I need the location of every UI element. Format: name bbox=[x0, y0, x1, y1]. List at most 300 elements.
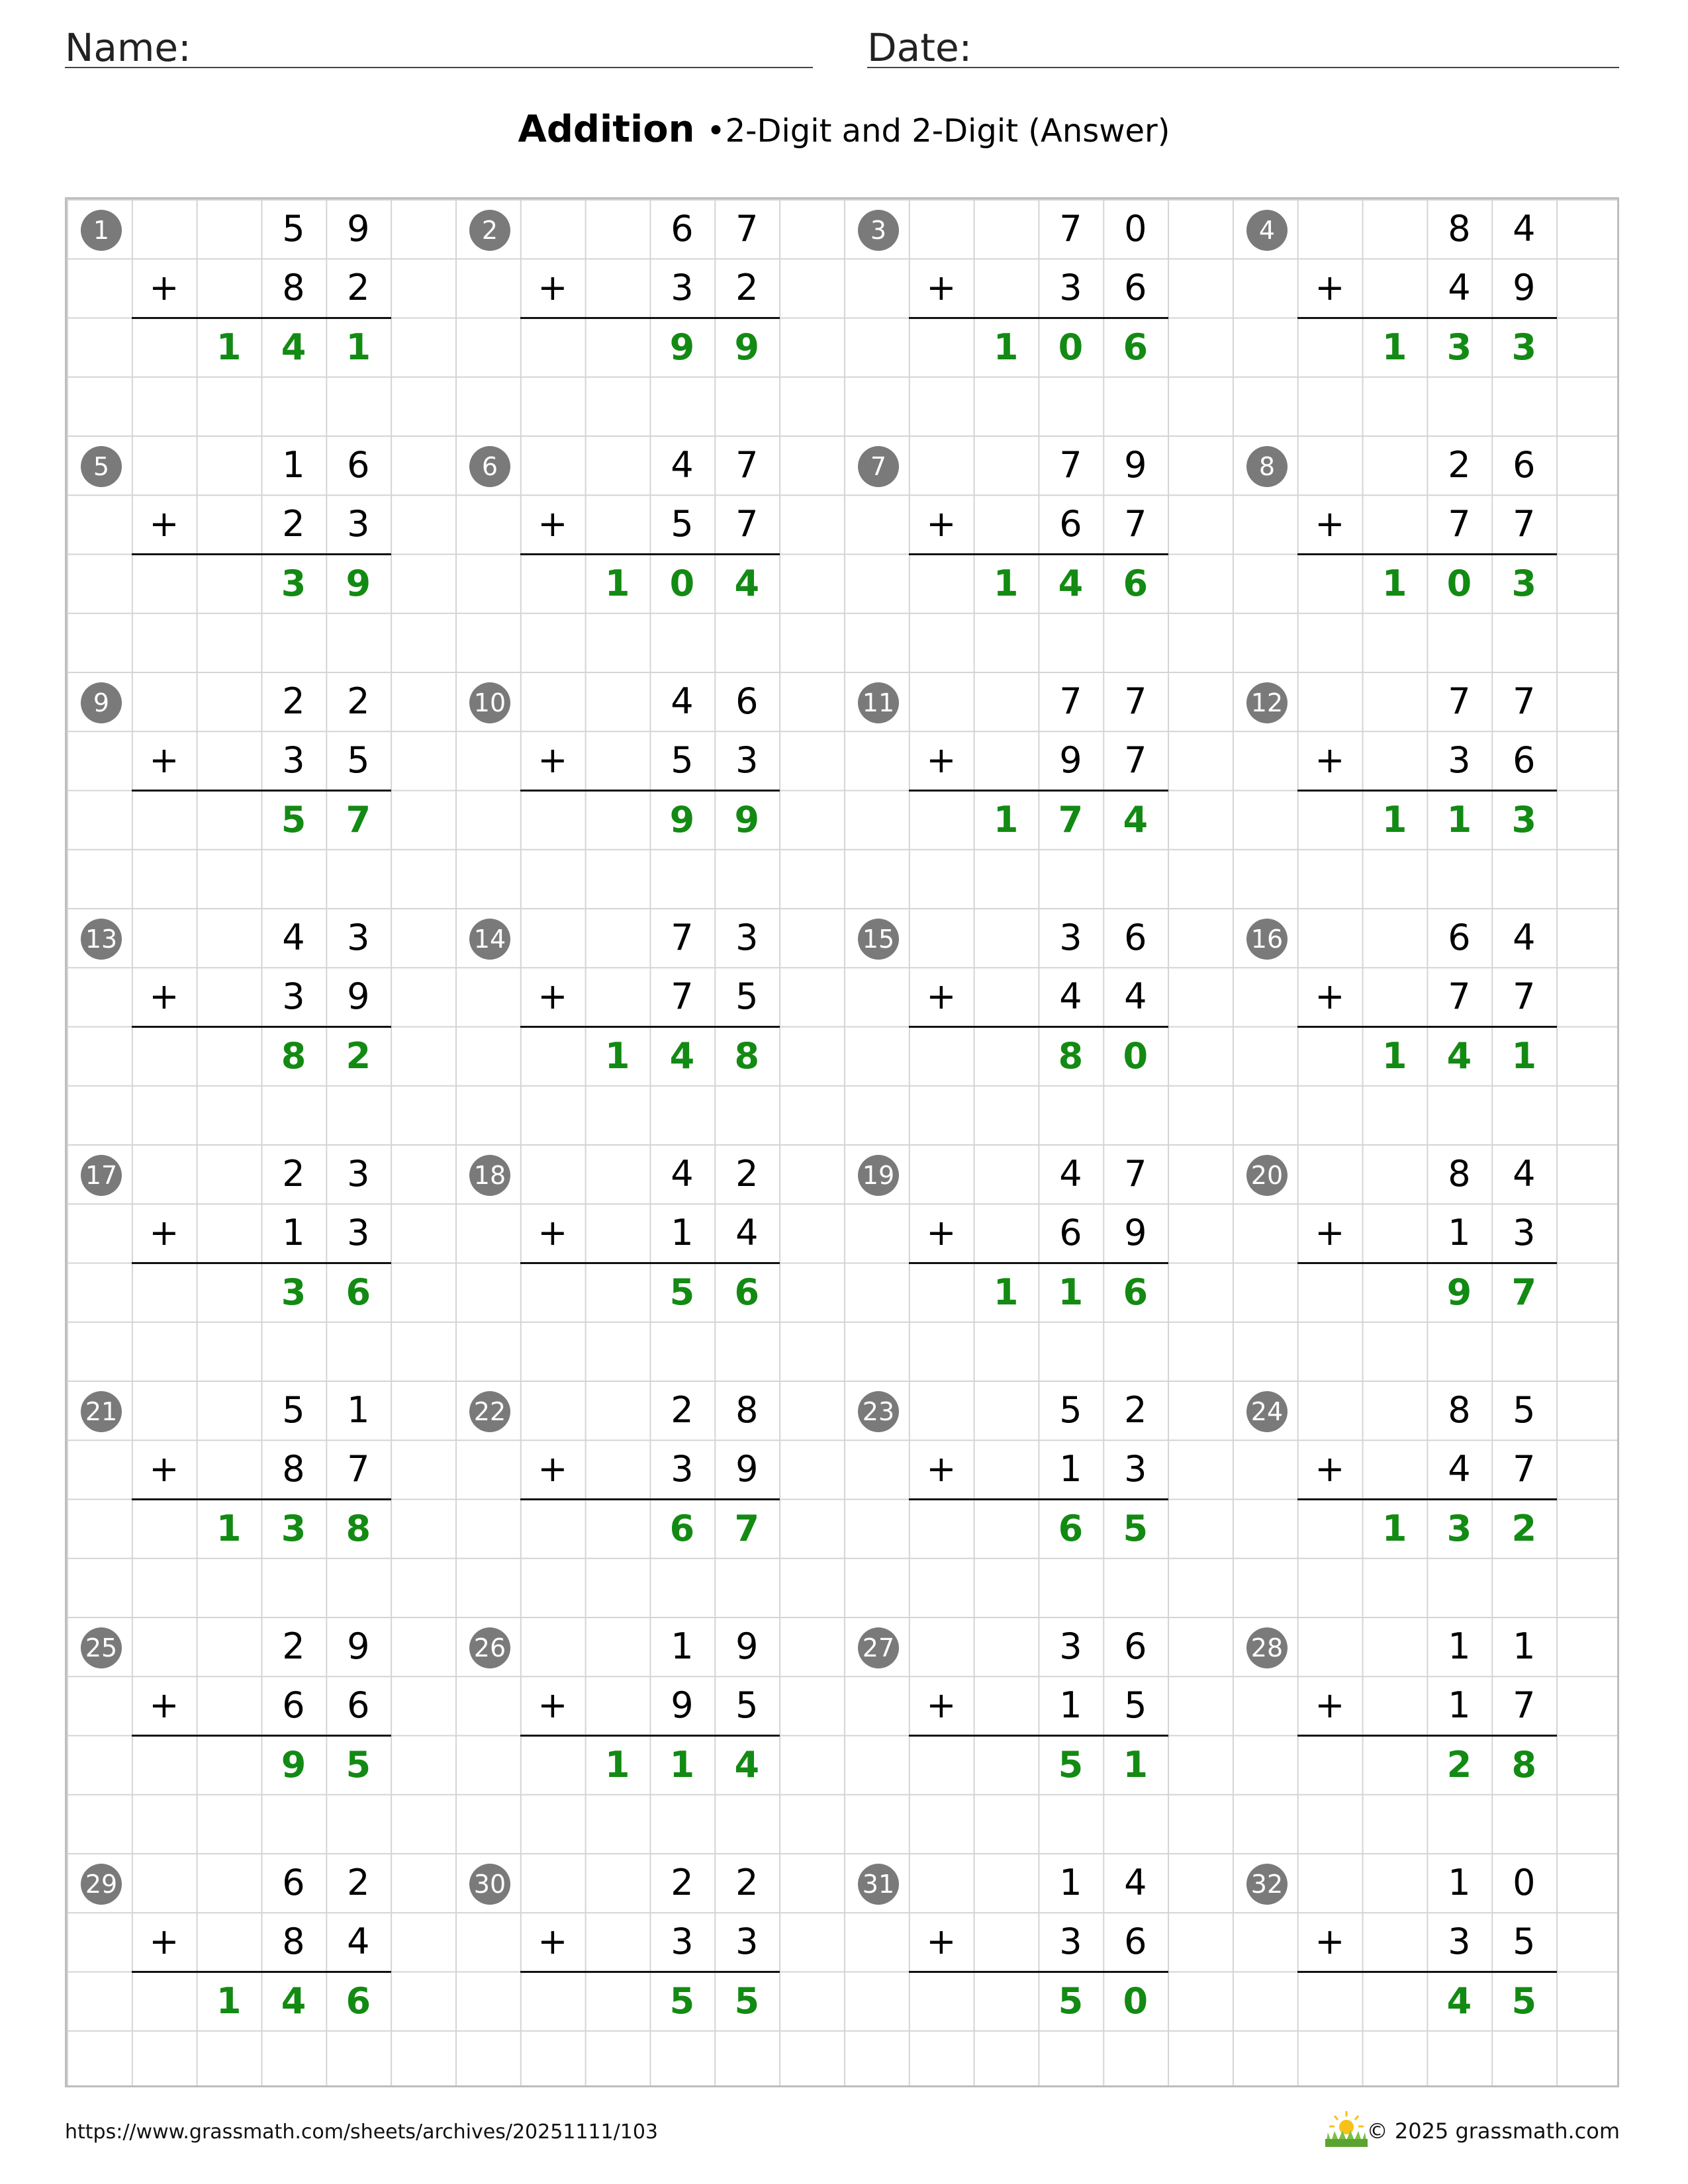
bottom-digit: 2 bbox=[282, 503, 305, 545]
problem-number-badge: 5 bbox=[81, 446, 122, 487]
footer-url: https://www.grassmath.com/sheets/archives/20251111/103 bbox=[65, 2120, 659, 2144]
problem bbox=[1233, 1617, 1621, 1853]
sum-line bbox=[909, 1026, 1168, 1028]
bottom-digit: 3 bbox=[347, 1212, 370, 1254]
grass-sun-icon bbox=[1323, 2109, 1370, 2147]
top-digit: 3 bbox=[347, 917, 370, 958]
sum-line bbox=[520, 1498, 780, 1500]
answer-digit: 4 bbox=[1058, 562, 1084, 604]
plus-sign: + bbox=[1315, 503, 1345, 545]
sum-line bbox=[909, 317, 1168, 319]
top-digit: 9 bbox=[735, 1625, 759, 1667]
answer-digit: 6 bbox=[669, 1507, 695, 1549]
bottom-digit: 8 bbox=[282, 1448, 305, 1490]
problem-number-badge: 24 bbox=[1246, 1391, 1288, 1432]
top-digit: 2 bbox=[735, 1862, 759, 1903]
plus-sign: + bbox=[538, 503, 568, 545]
answer-digit: 1 bbox=[1382, 1034, 1407, 1077]
top-digit: 5 bbox=[1059, 1389, 1082, 1431]
worksheet-title bbox=[0, 103, 1688, 158]
answer-digit: 1 bbox=[669, 1743, 695, 1786]
bottom-digit: 3 bbox=[1448, 1921, 1471, 1963]
bottom-digit: 4 bbox=[1059, 976, 1082, 1018]
answer-digit: 1 bbox=[993, 326, 1019, 368]
plus-sign: + bbox=[149, 1212, 179, 1254]
problem bbox=[455, 435, 844, 672]
bottom-digit: 3 bbox=[671, 1448, 694, 1490]
problem bbox=[844, 1617, 1233, 1853]
answer-digit: 1 bbox=[604, 1743, 630, 1786]
top-digit: 7 bbox=[1513, 680, 1536, 722]
sum-line bbox=[1297, 1262, 1557, 1264]
top-digit: 4 bbox=[282, 917, 305, 958]
problem-number-badge: 17 bbox=[81, 1155, 122, 1196]
plus-sign: + bbox=[926, 976, 957, 1018]
top-digit: 2 bbox=[671, 1862, 694, 1903]
answer-digit: 1 bbox=[1511, 1034, 1537, 1077]
answer-digit: 6 bbox=[1123, 326, 1149, 368]
top-digit: 6 bbox=[735, 680, 759, 722]
bottom-digit: 2 bbox=[347, 267, 370, 309]
answer-digit: 3 bbox=[1511, 326, 1537, 368]
plus-sign: + bbox=[926, 739, 957, 782]
answer-digit: 7 bbox=[734, 1507, 760, 1549]
problem bbox=[844, 435, 1233, 672]
bottom-digit: 8 bbox=[282, 267, 305, 309]
plus-sign: + bbox=[149, 739, 179, 782]
bottom-digit: 1 bbox=[282, 1212, 305, 1254]
plus-sign: + bbox=[926, 503, 957, 545]
plus-sign: + bbox=[149, 1448, 179, 1490]
top-digit: 6 bbox=[1513, 444, 1536, 486]
sum-line bbox=[520, 317, 780, 319]
answer-digit: 5 bbox=[346, 1743, 371, 1786]
sum-line bbox=[909, 1735, 1168, 1737]
answer-digit: 1 bbox=[1382, 562, 1407, 604]
answer-digit: 8 bbox=[281, 1034, 306, 1077]
bottom-digit: 9 bbox=[1513, 267, 1536, 309]
bottom-digit: 5 bbox=[347, 739, 370, 782]
problem bbox=[67, 199, 455, 435]
answer-digit: 0 bbox=[1123, 1979, 1149, 2022]
bottom-digit: 7 bbox=[671, 976, 694, 1018]
problem-number-badge: 6 bbox=[469, 446, 510, 487]
bottom-digit: 3 bbox=[1059, 1921, 1082, 1963]
problem-number-badge: 9 bbox=[81, 682, 122, 723]
answer-digit: 5 bbox=[734, 1979, 760, 2022]
answer-digit: 6 bbox=[1058, 1507, 1084, 1549]
problem-number-badge: 28 bbox=[1246, 1627, 1288, 1668]
problem-number-badge: 10 bbox=[469, 682, 510, 723]
answer-digit: 3 bbox=[1511, 562, 1537, 604]
answer-digit: 1 bbox=[1382, 326, 1407, 368]
plus-sign: + bbox=[149, 503, 179, 545]
problem-number-badge: 13 bbox=[81, 919, 122, 960]
plus-sign: + bbox=[926, 1212, 957, 1254]
top-digit: 7 bbox=[1059, 208, 1082, 250]
problem bbox=[67, 672, 455, 908]
answer-digit: 4 bbox=[281, 1979, 306, 2022]
sum-line bbox=[909, 790, 1168, 792]
answer-digit: 8 bbox=[1058, 1034, 1084, 1077]
top-digit: 4 bbox=[671, 680, 694, 722]
answer-digit: 5 bbox=[1058, 1979, 1084, 2022]
problem-number-badge: 18 bbox=[469, 1155, 510, 1196]
bottom-digit: 3 bbox=[1448, 739, 1471, 782]
top-digit: 4 bbox=[1513, 208, 1536, 250]
answer-digit: 5 bbox=[281, 798, 306, 841]
problem bbox=[1233, 1144, 1621, 1381]
plus-sign: + bbox=[1315, 739, 1345, 782]
bottom-digit: 4 bbox=[347, 1921, 370, 1963]
problem-number-badge: 31 bbox=[858, 1864, 899, 1905]
answer-digit: 1 bbox=[1058, 1271, 1084, 1313]
problem bbox=[1233, 672, 1621, 908]
sum-line bbox=[520, 1026, 780, 1028]
answer-digit: 9 bbox=[669, 326, 695, 368]
answer-digit: 1 bbox=[216, 1507, 242, 1549]
problem-number-badge: 26 bbox=[469, 1627, 510, 1668]
bottom-digit: 4 bbox=[1124, 976, 1147, 1018]
sum-line bbox=[909, 1498, 1168, 1500]
problem-number-badge: 1 bbox=[81, 210, 122, 251]
problem-number-badge: 19 bbox=[858, 1155, 899, 1196]
problem-number-badge: 15 bbox=[858, 919, 899, 960]
answer-digit: 5 bbox=[669, 1271, 695, 1313]
top-digit: 4 bbox=[1124, 1862, 1147, 1903]
problem bbox=[1233, 1853, 1621, 2089]
top-digit: 8 bbox=[1448, 1389, 1471, 1431]
answer-digit: 5 bbox=[669, 1979, 695, 2022]
problem-number-badge: 21 bbox=[81, 1391, 122, 1432]
sum-line bbox=[520, 553, 780, 555]
top-digit: 1 bbox=[282, 444, 305, 486]
answer-digit: 7 bbox=[1058, 798, 1084, 841]
answer-digit: 8 bbox=[346, 1507, 371, 1549]
problem bbox=[1233, 435, 1621, 672]
top-digit: 5 bbox=[282, 1389, 305, 1431]
problem bbox=[1233, 199, 1621, 435]
top-digit: 9 bbox=[1124, 444, 1147, 486]
problem-number-badge: 29 bbox=[81, 1864, 122, 1905]
problem bbox=[844, 908, 1233, 1144]
sum-line bbox=[132, 1498, 391, 1500]
top-digit: 2 bbox=[1448, 444, 1471, 486]
top-digit: 6 bbox=[1448, 917, 1471, 958]
bottom-digit: 7 bbox=[347, 1448, 370, 1490]
top-digit: 9 bbox=[347, 208, 370, 250]
bottom-digit: 5 bbox=[1124, 1684, 1147, 1727]
plus-sign: + bbox=[1315, 1684, 1345, 1727]
top-digit: 3 bbox=[1059, 1625, 1082, 1667]
problem bbox=[455, 199, 844, 435]
bottom-digit: 6 bbox=[1513, 739, 1536, 782]
sum-line bbox=[132, 553, 391, 555]
problem-number-badge: 11 bbox=[858, 682, 899, 723]
problem-number-badge: 22 bbox=[469, 1391, 510, 1432]
answer-digit: 1 bbox=[1446, 798, 1472, 841]
answer-digit: 9 bbox=[734, 326, 760, 368]
bottom-digit: 9 bbox=[347, 976, 370, 1018]
bottom-digit: 9 bbox=[1059, 739, 1082, 782]
answer-digit: 0 bbox=[1446, 562, 1472, 604]
bottom-digit: 6 bbox=[282, 1684, 305, 1727]
bottom-digit: 3 bbox=[1124, 1448, 1147, 1490]
problem bbox=[1233, 1381, 1621, 1617]
plus-sign: + bbox=[1315, 976, 1345, 1018]
top-digit: 3 bbox=[735, 917, 759, 958]
sum-line bbox=[1297, 1971, 1557, 1973]
answer-digit: 5 bbox=[1511, 1979, 1537, 2022]
bottom-digit: 5 bbox=[735, 1684, 759, 1727]
problem bbox=[67, 1853, 455, 2089]
bottom-digit: 7 bbox=[1513, 1684, 1536, 1727]
answer-digit: 1 bbox=[1123, 1743, 1149, 1786]
answer-digit: 1 bbox=[216, 1979, 242, 2022]
problem-number-badge: 2 bbox=[469, 210, 510, 251]
bottom-digit: 1 bbox=[1059, 1684, 1082, 1727]
bottom-digit: 5 bbox=[1513, 1921, 1536, 1963]
top-digit: 1 bbox=[1513, 1625, 1536, 1667]
top-digit: 1 bbox=[347, 1389, 370, 1431]
sum-line bbox=[1297, 790, 1557, 792]
problem bbox=[1233, 908, 1621, 1144]
name-label: Name: bbox=[65, 25, 191, 70]
top-digit: 8 bbox=[1448, 208, 1471, 250]
top-digit: 6 bbox=[1124, 917, 1147, 958]
bottom-digit: 3 bbox=[282, 739, 305, 782]
answer-digit: 9 bbox=[1446, 1271, 1472, 1313]
top-digit: 2 bbox=[282, 1625, 305, 1667]
plus-sign: + bbox=[538, 976, 568, 1018]
sum-line bbox=[132, 1971, 391, 1973]
top-digit: 1 bbox=[1448, 1625, 1471, 1667]
sum-line bbox=[520, 790, 780, 792]
problem bbox=[455, 1381, 844, 1617]
problem bbox=[67, 908, 455, 1144]
answer-digit: 1 bbox=[1382, 1507, 1407, 1549]
answer-digit: 2 bbox=[346, 1034, 371, 1077]
answer-digit: 4 bbox=[734, 1743, 760, 1786]
problem-number-badge: 25 bbox=[81, 1627, 122, 1668]
bottom-digit: 1 bbox=[1448, 1212, 1471, 1254]
answer-digit: 3 bbox=[281, 1507, 306, 1549]
top-digit: 4 bbox=[1513, 917, 1536, 958]
problem bbox=[844, 1853, 1233, 2089]
bottom-digit: 1 bbox=[1448, 1684, 1471, 1727]
bottom-digit: 9 bbox=[1124, 1212, 1147, 1254]
plus-sign: + bbox=[538, 1684, 568, 1727]
problem bbox=[455, 1144, 844, 1381]
sum-line bbox=[520, 1735, 780, 1737]
answer-digit: 0 bbox=[1123, 1034, 1149, 1077]
bottom-digit: 3 bbox=[1513, 1212, 1536, 1254]
problem-number-badge: 32 bbox=[1246, 1864, 1288, 1905]
problem-number-badge: 4 bbox=[1246, 210, 1288, 251]
top-digit: 7 bbox=[1059, 680, 1082, 722]
top-digit: 5 bbox=[1513, 1389, 1536, 1431]
top-digit: 8 bbox=[735, 1389, 759, 1431]
top-digit: 7 bbox=[735, 444, 759, 486]
plus-sign: + bbox=[149, 1921, 179, 1963]
bottom-digit: 1 bbox=[1059, 1448, 1082, 1490]
top-digit: 2 bbox=[347, 1862, 370, 1903]
answer-digit: 1 bbox=[993, 562, 1019, 604]
answer-digit: 6 bbox=[1123, 1271, 1149, 1313]
problem bbox=[455, 1617, 844, 1853]
answer-digit: 5 bbox=[1058, 1743, 1084, 1786]
top-digit: 8 bbox=[1448, 1153, 1471, 1195]
answer-digit: 1 bbox=[604, 562, 630, 604]
top-digit: 2 bbox=[282, 680, 305, 722]
answer-digit: 7 bbox=[1511, 1271, 1537, 1313]
top-digit: 4 bbox=[1513, 1153, 1536, 1195]
problem bbox=[455, 908, 844, 1144]
answer-digit: 4 bbox=[1446, 1979, 1472, 2022]
answer-digit: 8 bbox=[1511, 1743, 1537, 1786]
bottom-digit: 3 bbox=[671, 1921, 694, 1963]
problem bbox=[844, 1381, 1233, 1617]
sum-line bbox=[132, 1735, 391, 1737]
answer-digit: 9 bbox=[669, 798, 695, 841]
plus-sign: + bbox=[538, 267, 568, 309]
bottom-digit: 7 bbox=[1124, 739, 1147, 782]
problem-number-badge: 14 bbox=[469, 919, 510, 960]
problem bbox=[844, 672, 1233, 908]
bottom-digit: 7 bbox=[1513, 1448, 1536, 1490]
bottom-digit: 7 bbox=[1513, 503, 1536, 545]
plus-sign: + bbox=[926, 267, 957, 309]
plus-sign: + bbox=[926, 1684, 957, 1727]
answer-digit: 9 bbox=[281, 1743, 306, 1786]
top-digit: 0 bbox=[1513, 1862, 1536, 1903]
answer-digit: 6 bbox=[734, 1271, 760, 1313]
bottom-digit: 7 bbox=[1448, 503, 1471, 545]
top-digit: 7 bbox=[1059, 444, 1082, 486]
sum-line bbox=[132, 317, 391, 319]
top-digit: 7 bbox=[1448, 680, 1471, 722]
answer-digit: 7 bbox=[346, 798, 371, 841]
sum-line bbox=[1297, 317, 1557, 319]
problem-grid bbox=[65, 197, 1619, 2087]
top-digit: 2 bbox=[1124, 1389, 1147, 1431]
title-main: Addition bbox=[518, 108, 695, 151]
problem bbox=[455, 1853, 844, 2089]
title-sub: 2-Digit and 2-Digit (Answer) bbox=[725, 113, 1170, 150]
answer-digit: 1 bbox=[1382, 798, 1407, 841]
top-digit: 1 bbox=[671, 1625, 694, 1667]
top-digit: 4 bbox=[671, 444, 694, 486]
answer-digit: 1 bbox=[216, 326, 242, 368]
sum-line bbox=[520, 1971, 780, 1973]
bottom-digit: 7 bbox=[1124, 503, 1147, 545]
top-digit: 1 bbox=[1448, 1862, 1471, 1903]
bottom-digit: 3 bbox=[671, 267, 694, 309]
problem-number-badge: 8 bbox=[1246, 446, 1288, 487]
sum-line bbox=[1297, 1735, 1557, 1737]
answer-digit: 3 bbox=[1446, 326, 1472, 368]
bottom-digit: 6 bbox=[1059, 503, 1082, 545]
bottom-digit: 6 bbox=[1124, 267, 1147, 309]
problem-number-badge: 7 bbox=[858, 446, 899, 487]
answer-digit: 8 bbox=[734, 1034, 760, 1077]
bottom-digit: 8 bbox=[282, 1921, 305, 1963]
bottom-digit: 7 bbox=[735, 503, 759, 545]
bottom-digit: 5 bbox=[735, 976, 759, 1018]
bottom-digit: 9 bbox=[671, 1684, 694, 1727]
bottom-digit: 5 bbox=[671, 503, 694, 545]
top-digit: 2 bbox=[671, 1389, 694, 1431]
plus-sign: + bbox=[149, 1684, 179, 1727]
plus-sign: + bbox=[1315, 1921, 1345, 1963]
plus-sign: + bbox=[926, 1448, 957, 1490]
answer-digit: 4 bbox=[669, 1034, 695, 1077]
answer-digit: 0 bbox=[1058, 326, 1084, 368]
answer-digit: 1 bbox=[346, 326, 371, 368]
problem bbox=[67, 1144, 455, 1381]
plus-sign: + bbox=[538, 1212, 568, 1254]
problem-number-badge: 30 bbox=[469, 1864, 510, 1905]
problem-number-badge: 16 bbox=[1246, 919, 1288, 960]
problem-number-badge: 20 bbox=[1246, 1155, 1288, 1196]
answer-digit: 2 bbox=[1511, 1507, 1537, 1549]
top-digit: 5 bbox=[282, 208, 305, 250]
answer-digit: 1 bbox=[604, 1034, 630, 1077]
sum-line bbox=[132, 790, 391, 792]
top-digit: 2 bbox=[347, 680, 370, 722]
top-digit: 3 bbox=[347, 1153, 370, 1195]
answer-digit: 2 bbox=[1446, 1743, 1472, 1786]
top-digit: 7 bbox=[1124, 1153, 1147, 1195]
sum-line bbox=[520, 1262, 780, 1264]
answer-digit: 4 bbox=[734, 562, 760, 604]
answer-digit: 1 bbox=[993, 798, 1019, 841]
problem-number-badge: 23 bbox=[858, 1391, 899, 1432]
top-digit: 3 bbox=[1059, 917, 1082, 958]
plus-sign: + bbox=[149, 267, 179, 309]
problem bbox=[67, 435, 455, 672]
top-digit: 4 bbox=[1059, 1153, 1082, 1195]
answer-digit: 6 bbox=[1123, 562, 1149, 604]
answer-digit: 5 bbox=[1123, 1507, 1149, 1549]
top-digit: 9 bbox=[347, 1625, 370, 1667]
bottom-digit: 3 bbox=[1059, 267, 1082, 309]
top-digit: 0 bbox=[1124, 208, 1147, 250]
problem-number-badge: 27 bbox=[858, 1627, 899, 1668]
answer-digit: 3 bbox=[1511, 798, 1537, 841]
bottom-digit: 7 bbox=[1448, 976, 1471, 1018]
sum-line bbox=[1297, 1498, 1557, 1500]
answer-digit: 4 bbox=[281, 326, 306, 368]
bottom-digit: 6 bbox=[1124, 1921, 1147, 1963]
answer-digit: 9 bbox=[734, 798, 760, 841]
bottom-digit: 6 bbox=[347, 1684, 370, 1727]
sum-line bbox=[909, 553, 1168, 555]
bottom-digit: 3 bbox=[282, 976, 305, 1018]
top-digit: 7 bbox=[1124, 680, 1147, 722]
problem bbox=[844, 199, 1233, 435]
bottom-digit: 9 bbox=[735, 1448, 759, 1490]
bottom-digit: 3 bbox=[347, 503, 370, 545]
top-digit: 2 bbox=[735, 1153, 759, 1195]
bottom-digit: 5 bbox=[671, 739, 694, 782]
problem bbox=[844, 1144, 1233, 1381]
plus-sign: + bbox=[538, 739, 568, 782]
plus-sign: + bbox=[538, 1448, 568, 1490]
title-separator: • bbox=[706, 113, 726, 150]
name-line bbox=[65, 67, 813, 68]
top-digit: 4 bbox=[671, 1153, 694, 1195]
